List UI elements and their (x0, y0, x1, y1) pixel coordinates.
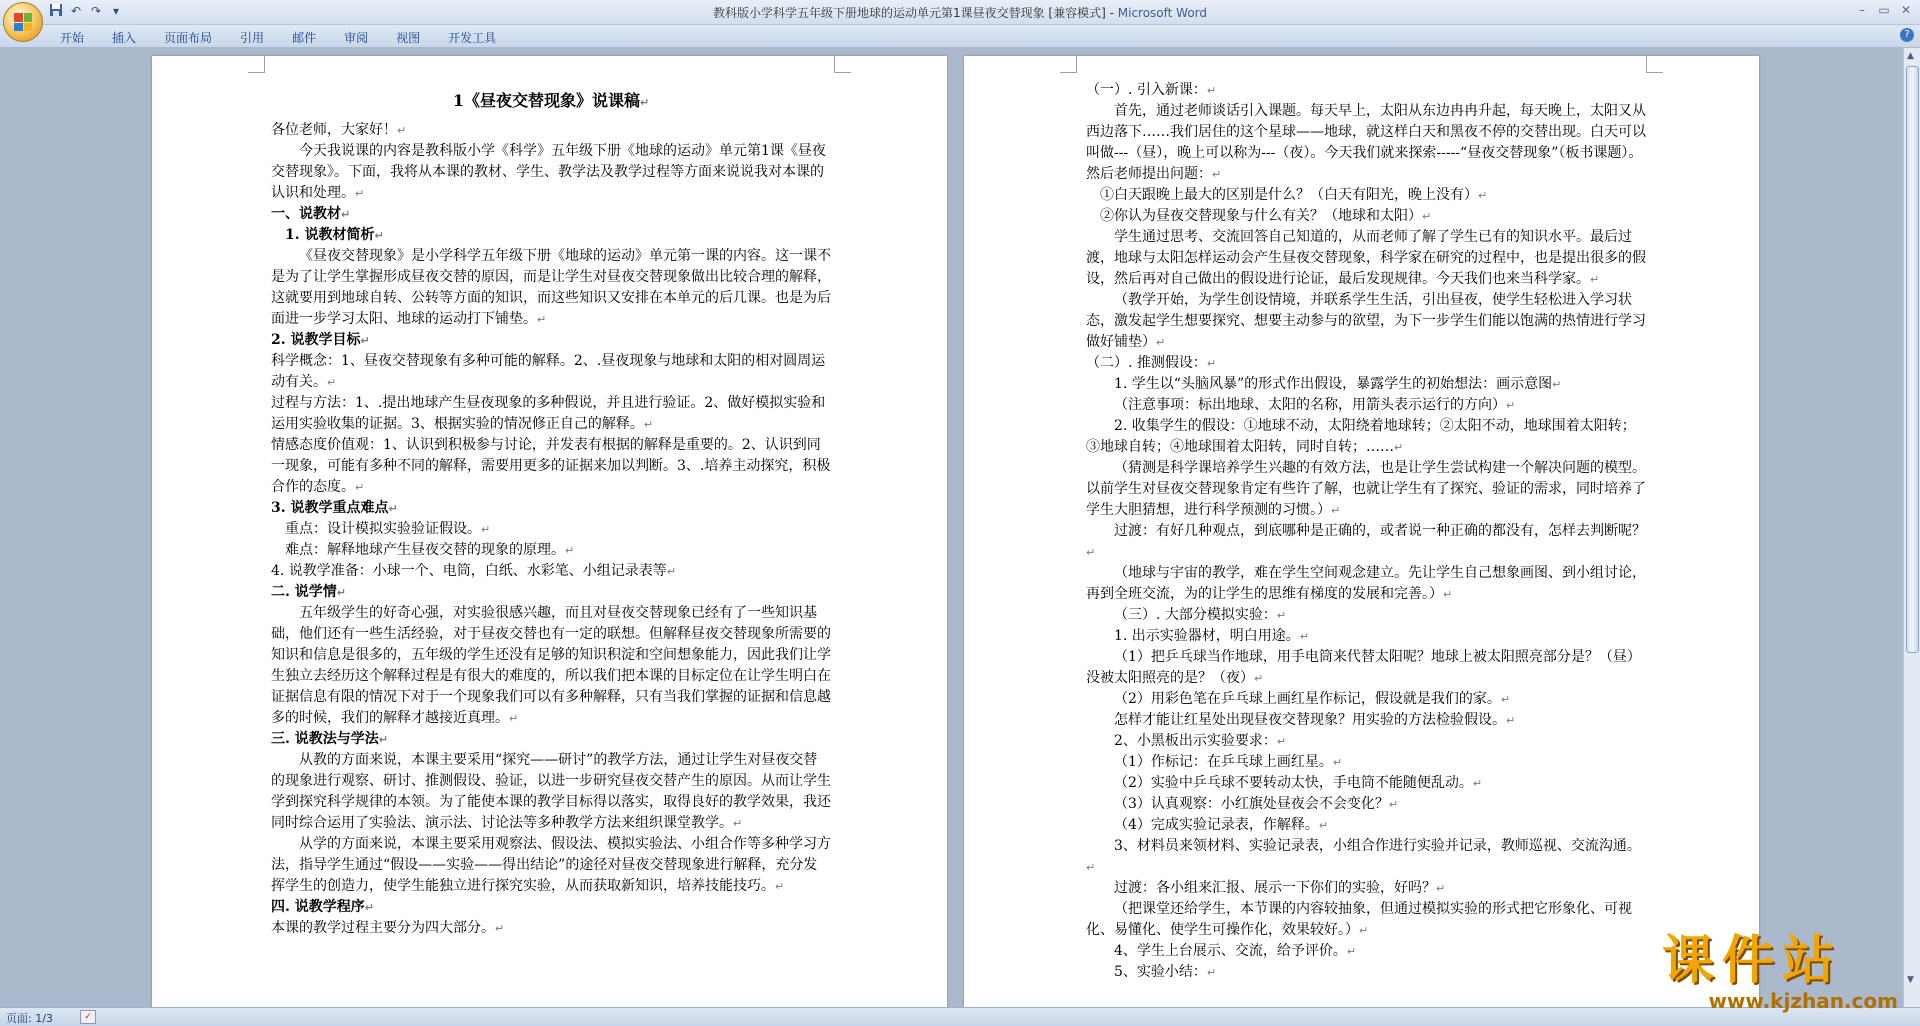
document-workspace (0, 48, 1904, 1007)
paragraph-mark-icon: ↵ (481, 523, 491, 536)
paragraph-mark-icon: ↵ (388, 502, 398, 515)
document-paragraph: 过程与方法：1、.提出地球产生昼夜现象的多种假说，并且进行验证。2、做好模拟实验和运用实验收集的证据。3、根据实验的情况修正自己的解释。↵ (271, 395, 826, 432)
document-paragraph: （猜测是科学课培养学生兴趣的有效方法，也是让学生尝试构建一个解决问题的模型。以前学生对昼夜交替现象肯定有些许了解，也就让学生有了探究、验证的需求，同时培养了学生大胆猜想，进行科学预测的习惯。）↵ (1086, 460, 1646, 518)
document-paragraph: ①白天跟晚上最大的区别是什么？（白天有阳光，晚上没有）↵ (1100, 187, 1488, 203)
status-bar (0, 1007, 1920, 1026)
document-paragraph: （地球与宇宙的教学，难在学生空间观念建立。先让学生自己想象画图、到小组讨论，再到全班交流，为的让学生的思维有梯度的发展和完善。）↵ (1086, 565, 1646, 602)
office-button[interactable] (3, 2, 43, 42)
paragraph-mark-icon: ↵ (1359, 924, 1369, 937)
paragraph-mark-icon: ↵ (1436, 882, 1446, 895)
document-paragraph: （注意事项：标出地球、太阳的名称，用箭头表示运行的方向）↵ (1114, 397, 1516, 413)
paragraph-mark-icon: ↵ (341, 208, 351, 221)
document-paragraph: 1. 学生以“头脑风暴”的形式作出假设，暴露学生的初始想法：画示意图↵ (1114, 376, 1562, 392)
document-paragraph: 四. 说教学程序↵ (271, 899, 374, 915)
window-controls (1854, 2, 1914, 18)
paragraph-mark-icon: ↵ (565, 544, 575, 557)
watermark-name: 课件站 (1662, 931, 1843, 991)
crop-mark (1060, 56, 1077, 73)
paragraph-mark-icon: ↵ (1086, 546, 1096, 559)
scrollbar-thumb[interactable] (1906, 66, 1919, 653)
document-paragraph: 5、实验小结：↵ (1114, 964, 1217, 980)
paragraph-mark-icon: ↵ (355, 187, 365, 200)
ribbon-tab[interactable]: 引用 (240, 31, 265, 45)
document-paragraph: 首先，通过老师谈话引入课题。每天早上，太阳从东边冉冉升起，每天晚上，太阳又从西边落下……我们居住的这个星球——地球，就这样白天和黑夜不停的交替出现。白天可以叫做---（昼），晚上可以称为---（夜）。今天我们就来探索-----“昼夜交替现象”（板书课题）。然后老师提出问题：↵ (1086, 103, 1646, 182)
paragraph-mark-icon: ↵ (1500, 693, 1511, 706)
ribbon-tabs (60, 29, 524, 46)
ribbon-tab-bar (0, 25, 1920, 48)
crop-mark (248, 56, 265, 73)
paragraph-mark-icon: ↵ (360, 334, 370, 347)
paragraph-mark-icon: ↵ (733, 817, 743, 830)
close-icon[interactable]: ✕ (1900, 3, 1912, 17)
paragraph-mark-icon: ↵ (1276, 735, 1287, 748)
customize-qat-icon[interactable]: ▾ (112, 4, 120, 18)
paragraph-mark-icon: ↵ (336, 586, 346, 599)
document-paragraph: 本课的教学过程主要分为四大部分。↵ (271, 920, 505, 936)
paragraph-mark-icon: ↵ (1332, 756, 1343, 769)
document-paragraph: （1）作标记：在乒乓球上画红星。↵ (1114, 754, 1343, 770)
paragraph-mark-icon: ↵ (1443, 588, 1453, 601)
proofing-icon[interactable]: ✓ (80, 1010, 96, 1024)
document-paragraph: （一）. 引入新课：↵ (1086, 82, 1217, 98)
document-paragraph: 情感态度价值观：1、认识到积极参与讨论，并发表有根据的解释是重要的。2、认识到同一现象，可能有多种不同的解释，需要用更多的证据来加以判断。3、.培养主动探究，积极合作的态度。↵ (271, 437, 831, 495)
ribbon-tab[interactable]: 视图 (396, 31, 421, 45)
document-paragraph: 1. 出示实验器材，明白用途。↵ (1114, 628, 1310, 644)
paragraph-mark-icon: ↵ (1212, 168, 1222, 181)
paragraph-mark-icon: ↵ (1506, 714, 1516, 727)
paragraph-mark-icon: ↵ (537, 313, 547, 326)
document-paragraph: （3）认真观察：小红旗处昼夜会不会变化？↵ (1114, 796, 1399, 812)
document-page-2 (964, 56, 1759, 1007)
document-paragraph: 从教的方面来说，本课主要采用“探究——研讨”的教学方法，通过让学生对昼夜交替的现象进行观察、研讨、推测假设、验证，以进一步研究昼夜交替产生的原因。从而让学生学到探究科学规律的本领。为了能使本课的教学目标得以落实，取得良好的教学效果，我还同时综合运用了实验法、演示法、讨论法等多种教学方法来组织课堂教学。↵ (271, 752, 831, 831)
crop-mark (834, 56, 851, 73)
paragraph-mark-icon: ↵ (666, 565, 677, 578)
vertical-scrollbar[interactable] (1903, 48, 1920, 1007)
paragraph-mark-icon: ↵ (1206, 84, 1217, 97)
app-name: Microsoft Word (1117, 6, 1208, 20)
paragraph-mark-icon: ↵ (1472, 777, 1483, 790)
paragraph-mark-icon: ↵ (327, 376, 337, 389)
document-paragraph: 3. 说教学重点难点↵ (271, 500, 398, 516)
document-paragraph: 一、说教材↵ (271, 206, 351, 222)
paragraph-mark-icon: ↵ (1590, 273, 1600, 286)
document-paragraph: （三）. 大部分模拟实验：↵ (1114, 607, 1287, 623)
document-paragraph: 2、小黑板出示实验要求：↵ (1114, 733, 1287, 749)
redo-icon[interactable]: ↷ (90, 4, 102, 18)
document-paragraph: 2. 说教学目标↵ (271, 332, 370, 348)
paragraph-mark-icon: ↵ (1331, 504, 1341, 517)
paragraph-mark-icon: ↵ (1422, 210, 1432, 223)
document-paragraph: 过渡：有好几种观点，到底哪种是正确的，或者说一种正确的都没有，怎样去判断呢？↵ (1086, 523, 1646, 559)
document-paragraph: 《昼夜交替现象》是小学科学五年级下册《地球的运动》单元第一课的内容。这一课不是为了让学生掌握形成昼夜交替的原因，而是让学生对昼夜交替现象做出比较合理的解释，这就要用到地球自转、公转等方面的知识，而这些知识又安排在本单元的后几课。也是为后面进一步学习太阳、地球的运动打下铺垫。↵ (271, 248, 831, 327)
document-paragraph: 难点：解释地球产生昼夜交替的现象的原理。↵ (285, 542, 575, 558)
maximize-icon[interactable]: ▭ (1878, 3, 1890, 17)
ribbon-tab[interactable]: 插入 (112, 31, 137, 45)
paragraph-mark-icon: ↵ (1388, 798, 1399, 811)
office-logo-icon (14, 13, 32, 31)
document-paragraph: 二. 说学情↵ (271, 584, 346, 600)
watermark-url: www.kjzhan.com (1708, 989, 1898, 1013)
document-title: 教科版小学科学五年级下册地球的运动单元第1课昼夜交替现象 [兼容模式] - (712, 6, 1118, 20)
paragraph-mark-icon: ↵ (1206, 966, 1217, 979)
ribbon-tab[interactable]: 审阅 (344, 31, 369, 45)
paragraph-mark-icon: ↵ (775, 880, 785, 893)
paragraph-mark-icon: ↵ (495, 922, 505, 935)
document-paragraph: 重点：设计模拟实验验证假设。↵ (285, 521, 491, 537)
document-paragraph: 1. 说教材简析↵ (285, 227, 384, 243)
document-heading: 1《昼夜交替现象》说课稿↵ (452, 91, 650, 110)
page-count[interactable]: 页面: 1/3 (6, 1012, 53, 1025)
paragraph-mark-icon: ↵ (355, 481, 365, 494)
scroll-up-icon[interactable]: ▲ (1907, 51, 1914, 61)
paragraph-mark-icon: ↵ (643, 418, 654, 431)
paragraph-mark-icon: ↵ (1394, 441, 1404, 454)
ribbon-tab[interactable]: 开始 (60, 31, 85, 45)
window-title (0, 4, 1920, 21)
document-page-1 (152, 56, 947, 1007)
document-paragraph: （1）把乒乓球当作地球，用手电筒来代替太阳呢？地球上被太阳照亮部分是？（昼）没被太阳照亮的是？（夜）↵ (1086, 649, 1641, 686)
title-bar (0, 0, 1920, 25)
document-paragraph: 三. 说教法与学法↵ (271, 731, 388, 747)
paragraph-mark-icon: ↵ (1478, 189, 1488, 202)
document-paragraph: 2. 收集学生的假设：①地球不动，太阳绕着地球转；②太阳不动，地球围着太阳转；③地球自转；④地球围着太阳转，同时自转；……↵ (1086, 418, 1636, 455)
document-paragraph: 过渡：各小组来汇报、展示一下你们的实验，好吗？↵ (1114, 880, 1446, 896)
document-paragraph: （2）实验中乒乓球不要转动太快，手电筒不能随便乱动。↵ (1114, 775, 1483, 791)
paragraph-mark-icon: ↵ (1086, 861, 1096, 874)
paragraph-mark-icon: ↵ (1506, 399, 1516, 412)
paragraph-mark-icon: ↵ (1276, 609, 1287, 622)
ribbon-tab[interactable]: 开发工具 (448, 31, 497, 45)
document-paragraph: 学生通过思考、交流回答自己知道的，从而老师了解了学生已有的知识水平。最后过渡，地球与太阳怎样运动会产生昼夜交替现象，科学家在研究的过程中，也是提出很多的假设，然后再对自己做出的假设进行论证，最后发现规律。今天我们也来当科学家。↵ (1086, 229, 1646, 287)
paragraph-mark-icon: ↵ (1156, 336, 1166, 349)
document-paragraph: ②你认为昼夜交替现象与什么有关？（地球和太阳）↵ (1100, 208, 1432, 224)
paragraph-mark-icon: ↵ (1346, 945, 1357, 958)
paragraph-mark-icon: ↵ (378, 733, 388, 746)
paragraph-mark-icon: ↵ (1318, 819, 1329, 832)
undo-icon[interactable]: ↶ (70, 4, 82, 18)
document-paragraph: （教学开始，为学生创设情境，并联系学生生活，引出昼夜，使学生轻松进入学习状态，激发起学生想要探究、想要主动参与的欲望，为下一步学生们能以饱满的热情进行学习做好铺垫）↵ (1086, 292, 1646, 350)
page-1-content[interactable] (271, 90, 831, 939)
document-paragraph: （把课堂还给学生，本节课的内容较抽象，但通过模拟实验的形式把它形象化、可视化、易懂化、使学生可操作化，效果较好。）↵ (1086, 901, 1632, 938)
document-paragraph: 五年级学生的好奇心强，对实验很感兴趣，而且对昼夜交替现象已经有了一些知识基础，他们还有一些生活经验，对于昼夜交替也有一定的联想。但解释昼夜交替现象所需要的知识和信息是很多的，五年级的学生还没有足够的知识积淀和空间想象能力，因此我们让学生独立去经历这个解释过程是有很大的难度的，所以我们把本课的目标定位在让学生明白在证据信息有限的情况下对于一个现象我们可以有多种解释，只有当我们掌握的证据和信息越多的时候，我们的解释才越接近真理。↵ (271, 605, 831, 726)
document-paragraph: （二）. 推测假设：↵ (1086, 355, 1217, 371)
document-paragraph: 各位老师，大家好！↵ (271, 122, 407, 138)
document-paragraph: 从学的方面来说，本课主要采用观察法、假设法、模拟实验法、小组合作等多种学习方法，指导学生通过“假设——实验——得出结论”的途径对昼夜交替现象进行解释，充分发挥学生的创造力，使学生能独立进行探究实验，从而获取新知识，培养技能技巧。↵ (271, 836, 831, 894)
paragraph-mark-icon: ↵ (1299, 630, 1310, 643)
paragraph-mark-icon: ↵ (1254, 672, 1264, 685)
paragraph-mark-icon: ↵ (364, 901, 374, 914)
crop-mark (1646, 56, 1663, 73)
minimize-icon[interactable]: – (1859, 3, 1865, 17)
paragraph-mark-icon: ↵ (1552, 378, 1562, 391)
document-paragraph: 4. 说教学准备：小球一个、电筒，白纸、水彩笔、小组记录表等↵ (271, 563, 677, 579)
help-icon[interactable]: ? (1900, 28, 1914, 42)
document-paragraph: 科学概念：1、昼夜交替现象有多种可能的解释。2、.昼夜现象与地球和太阳的相对圆周运动有关。↵ (271, 353, 826, 390)
paragraph-mark-icon: ↵ (397, 124, 407, 137)
site-watermark (1662, 931, 1902, 1013)
scroll-down-icon[interactable]: ▼ (1907, 975, 1914, 985)
paragraph-mark-icon: ↵ (509, 712, 519, 725)
paragraph-mark-icon: ↵ (1206, 357, 1217, 370)
document-paragraph: 3、材料员来领材料、实验记录表，小组合作进行实验并记录，教师巡视、交流沟通。↵ (1086, 838, 1641, 874)
ribbon-tab[interactable]: 邮件 (292, 31, 317, 45)
document-paragraph: 怎样才能让红星处出现昼夜交替现象？用实验的方法检验假设。↵ (1114, 712, 1516, 728)
document-paragraph: 4、学生上台展示、交流，给予评价。↵ (1114, 943, 1357, 959)
page-2-content[interactable] (1086, 80, 1646, 983)
paragraph-mark-icon: ↵ (374, 229, 384, 242)
document-paragraph: （4）完成实验记录表，作解释。↵ (1114, 817, 1329, 833)
ribbon-tab[interactable]: 页面布局 (164, 31, 213, 45)
document-paragraph: 今天我说课的内容是教科版小学《科学》五年级下册《地球的运动》单元第1课《昼夜交替现象》。下面，我将从本课的教材、学生、教学法及教学过程等方面来说说我对本课的认识和处理。↵ (271, 143, 826, 201)
document-paragraph: （2）用彩色笔在乒乓球上画红星作标记，假设就是我们的家。↵ (1114, 691, 1511, 707)
